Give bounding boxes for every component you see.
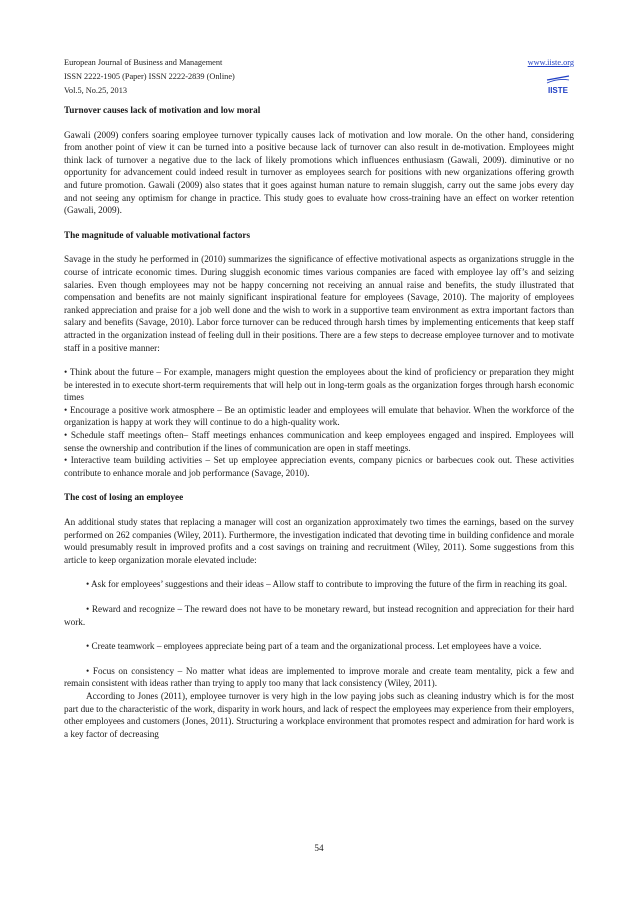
iiste-logo-icon <box>544 74 572 96</box>
bullet-item: • Schedule staff meetings often– Staff meetings enhances communication and keep employees engaged and inspired. Employees will sense the ownership and contribution if the lines of communication are open in staff meetings. <box>64 430 574 453</box>
page-header <box>64 56 574 100</box>
section-heading-motivational-factors: The magnitude of valuable motivational factors <box>64 229 251 240</box>
bullet-item: • Think about the future – For example, managers might question the employees about the kind of proficiency or preparation they might be interested in to execute short-term requirements that will help out in long-term goals as the organization forges through harsh economic times <box>64 367 574 403</box>
volume-line: Vol.5, No.25, 2013 <box>64 86 127 95</box>
bullet-item: • Interactive team building activities – Set up employee appreciation events, company picnics or barbecues cook out. These activities contribute to enhance morale and job performance (Savage, 2010). <box>64 455 574 478</box>
bullet-item: • Encourage a positive work atmosphere – Be an optimistic leader and employees will emulate that behavior. When the workforce of the organization is happy at work they will continue to do a high-quality work. <box>64 404 574 428</box>
bullet-item: • Create teamwork – employees appreciate being part of a team and the organizational process. Let employees have a voice. <box>86 641 542 652</box>
bullet-item: • Focus on consistency – No matter what ideas are implemented to improve morale and create team mentality, pick a few and remain consistent with ideas rather than trying to apply too many that lack consistency (Wiley, 2011). <box>64 665 574 689</box>
section-heading-cost-of-losing: The cost of losing an employee <box>64 492 184 503</box>
article-body <box>64 104 574 740</box>
closing-paragraph: According to Jones (2011), employee turnover is very high in the low paying jobs such as cleaning industry which is for the most part due to the characteristic of the work, disparity in work hours, and lack of respect the employees may experience from their employers, other employees and customers (Jones, 2011). Structuring a workplace environment that promotes respect and admiration for hard work is a key factor of decreasing <box>64 690 574 739</box>
svg-text:IISTE: IISTE <box>547 86 569 95</box>
paragraph: Savage in the study he performed in (2010) summarizes the significance of effective motivational aspects as organizations struggle in the course of intricate economic times. During sluggish economic times various companies are faced with employee lay off’s and seizing salaries. Even though employees may not be happy concerning not receiving an annual raise and benefits, the study illustrated that compensation and benefits are not mainly significant inspirational feature for employees (Savage, 2010). The majority of employees ranked appreciation and praise for a job well done and the wish to work in a supportive team environment as extra important factors than salary and benefits (Savage, 2010). Labor force turnover can be reduced through harsh times by implementing enticements that keep staff attracted in the organization instead of feeling dull in their positions. There are a few steps to decrease employee turnover and to motivate staff in a positive manner: <box>64 254 574 353</box>
paragraph: An additional study states that replacing a manager will cost an organization approximately two times the earnings, based on the survey performed on 262 companies (Wiley, 2011). Furthermore, the investigation indicated that devoting time in building confidence and morale would presumably result in improved profits and a cost savings on training and recruitment (Wiley, 2011). Some suggestions from this article to keep organization morale elevated include: <box>64 517 574 565</box>
journal-name: European Journal of Business and Management <box>64 58 223 67</box>
bullet-item: • Ask for employees’ suggestions and their ideas – Allow staff to contribute to improving the future of the firm in reaching its goal. <box>86 579 568 590</box>
paragraph: Gawali (2009) confers soaring employee turnover typically causes lack of motivation and low morale. On the other hand, considering from another point of view it can be turned into a positive because lack of turnover can also result in de-motivation. Employees might think lack of turnover a negative due to the lack of likely promotions which influences enthusiasm (Gawali, 2009). diminutive or no opportunity for advancement could indeed result in turnover as employees search for positions with new organizations offering growth and future promotion. Gawali (2009) also states that it goes against human nature to remain sluggish, carry out the same jobs every day and not seeing any optimism for change in practice. This study goes to evaluate how cross-training have an effect on worker retention (Gawali, 2009). <box>64 129 574 216</box>
section-heading-turnover: Turnover causes lack of motivation and low moral <box>64 105 261 115</box>
page-number: 54 <box>314 843 324 853</box>
journal-url-link[interactable]: www.iiste.org <box>527 58 574 67</box>
issn-line: ISSN 2222-1905 (Paper) ISSN 2222-2839 (Online) <box>64 72 235 81</box>
bullet-item: • Reward and recognize – The reward does not have to be monetary reward, but instead recognition and appreciation for their hard work. <box>64 604 574 627</box>
